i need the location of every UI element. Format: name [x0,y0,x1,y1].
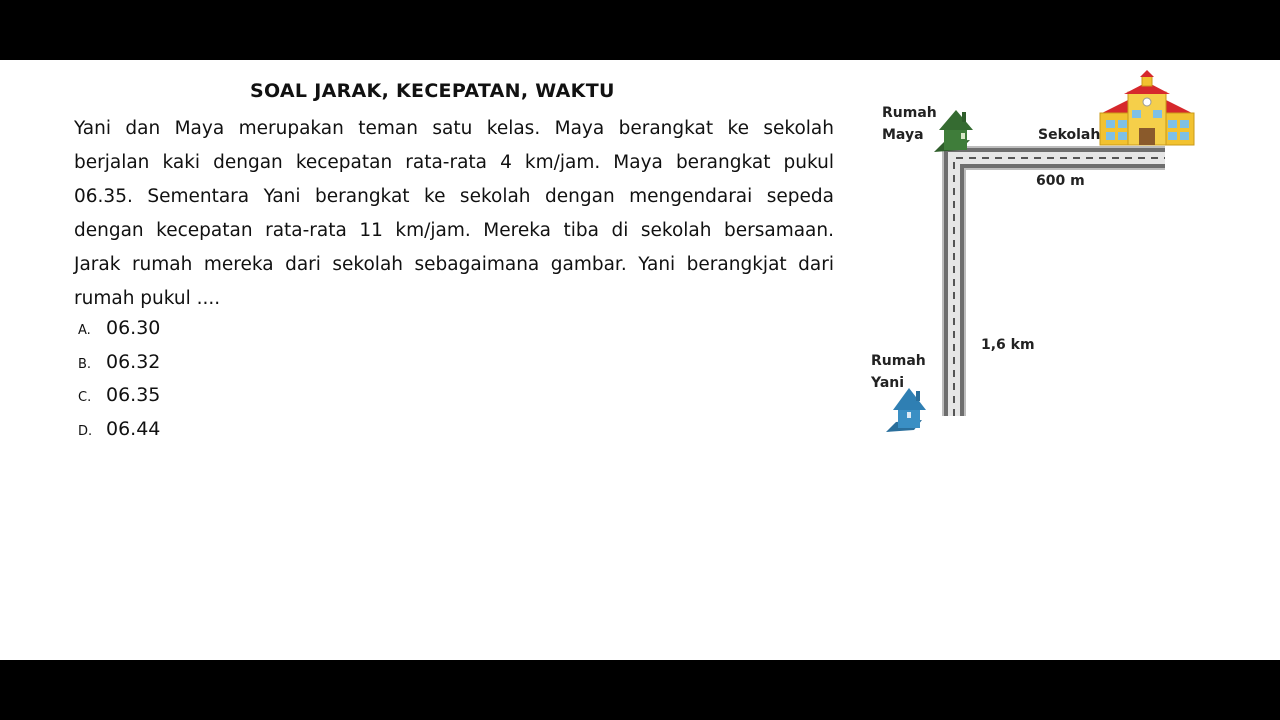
option-text: 06.32 [106,350,161,373]
option-c[interactable] [78,379,160,413]
question-text [74,112,834,316]
label-rumah-maya-line2: Maya [882,127,924,143]
option-letter: D. [78,423,93,439]
question-line: Jarak rumah mereka dari sekolah sebagaimana gambar. Yani berangkjat dari [74,254,834,275]
option-text: 06.30 [106,317,161,339]
option-text: 06.44 [106,417,161,440]
label-rumah-maya-line1: Rumah [882,105,937,121]
road [954,158,1165,416]
option-letter: C. [78,390,92,405]
label-rumah-maya [882,102,937,146]
page-title: SOAL JARAK, KECEPATAN, WAKTU [250,80,615,102]
option-b[interactable] [78,346,160,380]
option-a[interactable] [78,312,160,346]
house-maya-icon [934,110,973,152]
label-sekolah: Sekolah [1038,127,1101,143]
option-text: 06.35 [106,384,161,406]
question-line: rumah pukul .... [74,288,221,309]
label-rumah-yani [871,350,926,394]
option-letter: B. [78,356,92,372]
question-line: 06.35. Sementara Yani berangkat ke sekolah dengan mengendarai sepeda [74,186,834,207]
label-distance-1-6km: 1,6 km [981,337,1035,353]
option-letter: A. [78,323,91,338]
school-icon [1100,70,1194,145]
option-d[interactable] [78,413,160,447]
label-rumah-yani-line1: Rumah [871,353,926,369]
house-yani-icon [886,388,926,432]
question-line: Yani dan Maya merupakan teman satu kelas. Maya berangkat ke sekolah [74,118,834,139]
worksheet-page [0,60,1280,660]
question-line: dengan kecepatan rata-rata 11 km/jam. Mereka tiba di sekolah bersamaan. [74,220,834,241]
answer-options [78,312,160,446]
question-line: berjalan kaki dengan kecepatan rata-rata 4 km/jam. Maya berangkat pukul [74,152,834,173]
label-rumah-yani-line2: Yani [871,375,905,391]
route-diagram [860,70,1220,450]
label-distance-600m: 600 m [1036,173,1085,189]
